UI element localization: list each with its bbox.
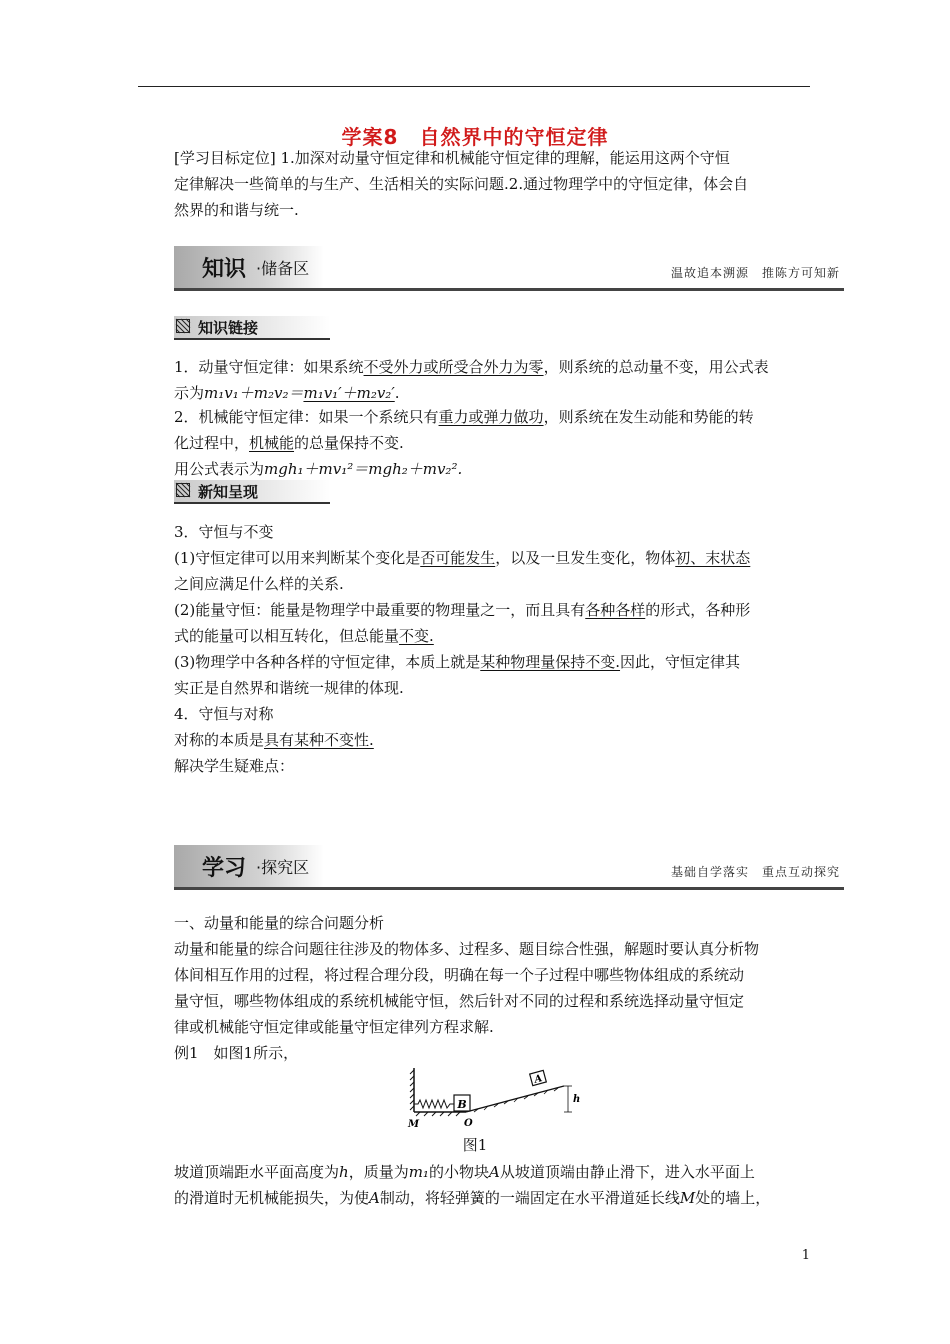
band-motto: 温故追本溯源 推陈方可知新 bbox=[670, 266, 840, 280]
section-band-knowledge bbox=[174, 246, 844, 288]
paragraph-momentum: 1．动量守恒定律：如果系统不受外力或所受合外力为零，则系统的总动量不变，用公式表 示为m₁v₁＋m₂v₂＝m₁v₁′＋m₂v₂′. bbox=[174, 358, 769, 402]
svg-text:O: O bbox=[464, 1118, 473, 1129]
page-title: 学案8 自然界中的守恒定律 bbox=[341, 125, 609, 149]
formula-momentum-rhs: m₁v₁′＋m₂v₂′ bbox=[303, 384, 395, 402]
learning-goal: [学习目标定位] 1.加深对动量守恒定律和机械能守恒定律的理解，能运用这两个守恒 定律解决一些简单的与生产、生活相关的实际问题.2.通过物理学中的守恒定律，体会自 然界的和谐与统一. bbox=[174, 149, 749, 219]
example-label: 例1 如图1所示， bbox=[174, 1044, 299, 1062]
paragraph-conservation: 3．守恒与不变 (1)守恒定律可以用来判断某个变化是否可能发生，以及一旦发生变化，物体初、末状态 之间应满足什么样的关系. (2)能量守恒：能量是物理学中最重要的物理量之一，而且具有各种各样的形式，各种形 式的能量可以相互转化，但总能量不变. (3)物理学中各种各样的守恒定律，本质上就是某种物理量保持不变.因此，守恒定律其 实正是自然界和谐统一规律的体现. 4．守恒与对称 对称的本质是具有某种不变性. 解决学生疑难点： bbox=[174, 523, 751, 775]
section-tag-knowledge-link: 知识链接 bbox=[174, 316, 330, 340]
figure-incline-spring bbox=[406, 1064, 581, 1130]
paragraph-mechanical-energy: 2．机械能守恒定律：如果一个系统只有重力或弹力做功，则系统在发生动能和势能的转 化过程中，机械能的总量保持不变. 用公式表示为mgh₁＋mv₁²＝mgh₂＋mv₂². bbox=[174, 408, 754, 478]
band-main-title: 学习 bbox=[202, 856, 247, 881]
band-sub-title: ·储备区 bbox=[256, 259, 310, 278]
formula-momentum-lhs: m₁v₁＋m₂v₂＝ bbox=[204, 384, 304, 402]
svg-text:h: h bbox=[573, 1094, 581, 1105]
paragraph-analysis: 一、动量和能量的综合问题分析 动量和能量的综合问题往往涉及的物体多、过程多、题目综合性强，解题时要认真分析物 体间相互作用的过程，将过程合理分段，明确在每一个子过程中哪些物体组成的系统动 量守恒，哪些物体组成的系统机械能守恒，然后针对不同的过程和系统选择动量守恒定 律或机械能守恒定律或能量守恒定律列方程求解. 例1 如图1所示， bbox=[174, 910, 816, 1066]
svg-text:M: M bbox=[408, 1119, 420, 1130]
paragraph-example-text: 坡道顶端距水平面高度为h，质量为m₁的小物块A从坡道顶端由静止滑下，进入水平面上 的滑道时无机械能损失，为使A制动，将轻弹簧的一端固定在水平滑道延长线M处的墙上， bbox=[174, 1163, 771, 1207]
band-sub-title: ·探究区 bbox=[256, 858, 310, 877]
svg-text:A: A bbox=[533, 1073, 544, 1086]
section-mark-icon bbox=[176, 319, 190, 333]
section-mark-icon bbox=[176, 483, 190, 497]
section-tag-new-knowledge: 新知呈现 bbox=[174, 480, 330, 504]
band-motto: 基础自学落实 重点互动探究 bbox=[670, 865, 840, 879]
header-rule bbox=[138, 86, 810, 87]
figure-caption: 图1 bbox=[462, 1136, 488, 1154]
section-band-study bbox=[174, 845, 844, 887]
svg-text:B: B bbox=[457, 1098, 467, 1111]
formula-energy: mgh₁＋mv₁²＝mgh₂＋mv₂². bbox=[264, 460, 463, 478]
goal-label: [学习目标定位] bbox=[174, 149, 276, 167]
band-main-title: 知识 bbox=[202, 257, 247, 282]
spring-icon bbox=[414, 1100, 454, 1108]
